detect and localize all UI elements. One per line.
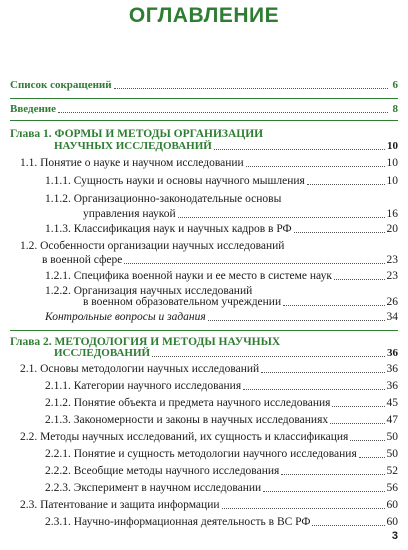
toc-entry-introduction[interactable] [10,103,398,116]
toc-page-number: 26 [386,296,398,308]
toc-entry-1-2-line1: 1.2. Особенности организации научных исследований [20,240,285,252]
dot-leader [283,305,384,306]
toc-page-number: 36 [387,347,398,359]
toc-entry-control-questions[interactable] [45,311,398,324]
toc-page-number: 23 [386,270,398,282]
toc-page-number: 52 [386,465,398,477]
dot-leader [312,525,384,526]
dot-leader [222,508,385,509]
toc-page-number: 8 [392,103,398,115]
toc-entry-2-3[interactable] [20,499,398,512]
toc-entry-1-1[interactable] [20,157,398,170]
toc-entry-1-1-3[interactable] [45,223,398,236]
toc-entry-2-2-2[interactable] [45,465,398,478]
toc-entry-label: в военном образовательном учреждении [83,296,282,308]
toc-entry-label: в военной сфере [42,254,123,266]
toc-entry-label: 1.1.3. Классификация наук и научных кадров в РФ [45,223,292,235]
toc-entry-2-1-2[interactable] [45,397,398,410]
toc-entry-2-1-1[interactable] [45,380,398,393]
toc-page-number: 50 [386,431,398,443]
toc-entry-label: 2.1.2. Понятие объекта и предмета научного исследования [45,397,331,409]
dot-leader [330,423,384,424]
toc-page-number: 60 [386,516,398,528]
dot-leader [246,166,385,167]
toc-page-number: 34 [386,311,398,323]
page-number: 3 [391,530,398,542]
dot-leader [332,406,384,407]
toc-entry-1-2-2[interactable] [83,296,398,309]
toc-entry-label: 2.1.1. Категории научного исследования [45,380,242,392]
toc-page-number: 36 [386,363,398,375]
toc-entry-label: 1.1. Понятие о науке и научном исследовании [20,157,244,169]
dot-leader [294,232,385,233]
chapter-2-heading-line1: Глава 2. МЕТОДОЛОГИЯ И МЕТОДЫ НАУЧНЫХ [10,336,281,348]
toc-entry-label: 2.2.2. Всеобщие методы научного исследования [45,465,280,477]
dot-leader [58,112,388,113]
toc-page-number: 45 [386,397,398,409]
dot-leader [281,474,384,475]
toc-entry-label: 2.2.3. Эксперимент в научном исследовании [45,482,262,494]
toc-entry-label: управления наукой [83,208,176,220]
dot-leader [350,440,384,441]
toc-entry-label: Контрольные вопросы и задания [45,311,206,323]
toc-entry-chapter-2[interactable] [54,347,398,360]
dot-leader [124,263,384,264]
toc-page-number: 56 [386,482,398,494]
toc-entry-label: 1.2.1. Специфика военной науки и ее место в системе наук [45,270,332,282]
toc-entry-1-2[interactable] [42,254,398,267]
toc-page-number: 10 [386,157,398,169]
dot-leader [261,372,384,373]
toc-entry-label: 2.3. Патентование и защита информации [20,499,220,511]
toc-page-number: 50 [386,448,398,460]
toc-entry-label: 2.2.1. Понятие и сущность методологии научного исследования [45,448,357,460]
toc-page-number: 60 [386,499,398,511]
toc-entry-label: 2.3.1. Научно-информационная деятельность в ВС РФ [45,516,311,528]
dot-leader [307,184,385,185]
toc-entry-1-1-2-line1: 1.1.2. Организационно-законодательные основы [45,193,282,205]
toc-entry-2-2-1[interactable] [45,448,398,461]
toc-entry-1-1-1[interactable] [45,175,398,188]
toc-page-number: 6 [392,79,398,91]
section-divider [10,98,398,99]
toc-entry-chapter-1[interactable] [54,140,398,153]
toc-entry-label: 2.1.3. Закономерности и законы в научных исследованиях [45,414,329,426]
toc-entry-2-1-3[interactable] [45,414,398,427]
toc-entry-abbreviations[interactable] [10,79,398,92]
chapter-1-heading-line1: Глава 1. ФОРМЫ И МЕТОДЫ ОРГАНИЗАЦИИ [10,128,264,140]
toc-entry-label: 1.1.1. Сущность науки и основы научного мышления [45,175,305,187]
dot-leader [208,320,385,321]
toc-entry-2-2-3[interactable] [45,482,398,495]
dot-leader [334,279,385,280]
toc-page-number: 47 [386,414,398,426]
toc-entry-label: ИССЛЕДОВАНИЙ [54,347,151,359]
dot-leader [114,88,388,89]
toc-page-number: 36 [386,380,398,392]
toc-entry-1-2-2-line1: 1.2.2. Организация научных исследований [45,285,253,297]
dot-leader [243,389,384,390]
toc-page-number: 16 [386,208,398,220]
dot-leader [263,491,384,492]
toc-entry-label: 2.2. Методы научных исследований, их сущность и классификация [20,431,349,443]
toc-entry-1-2-1[interactable] [45,270,398,283]
section-divider [10,330,398,331]
toc-page-number: 23 [386,254,398,266]
toc-entry-label: Список сокращений [10,79,112,91]
toc-entry-label: НАУЧНЫХ ИССЛЕДОВАНИЙ [54,140,212,152]
section-divider [10,120,398,121]
toc-entry-2-1[interactable] [20,363,398,376]
toc-page-number: 10 [387,140,398,152]
dot-leader [214,149,385,150]
toc-page-number: 20 [386,223,398,235]
toc-entry-2-2[interactable] [20,431,398,444]
toc-page-number: 10 [386,175,398,187]
toc-entry-label: 2.1. Основы методологии научных исследований [20,363,260,375]
toc-entry-label: Введение [10,103,57,115]
dot-leader [152,356,385,357]
toc-entry-2-3-1[interactable] [45,516,398,529]
dot-leader [359,457,385,458]
toc-entry-1-1-2[interactable] [83,208,398,221]
dot-leader [178,217,385,218]
page-title: ОГЛАВЛЕНИЕ [128,4,280,27]
